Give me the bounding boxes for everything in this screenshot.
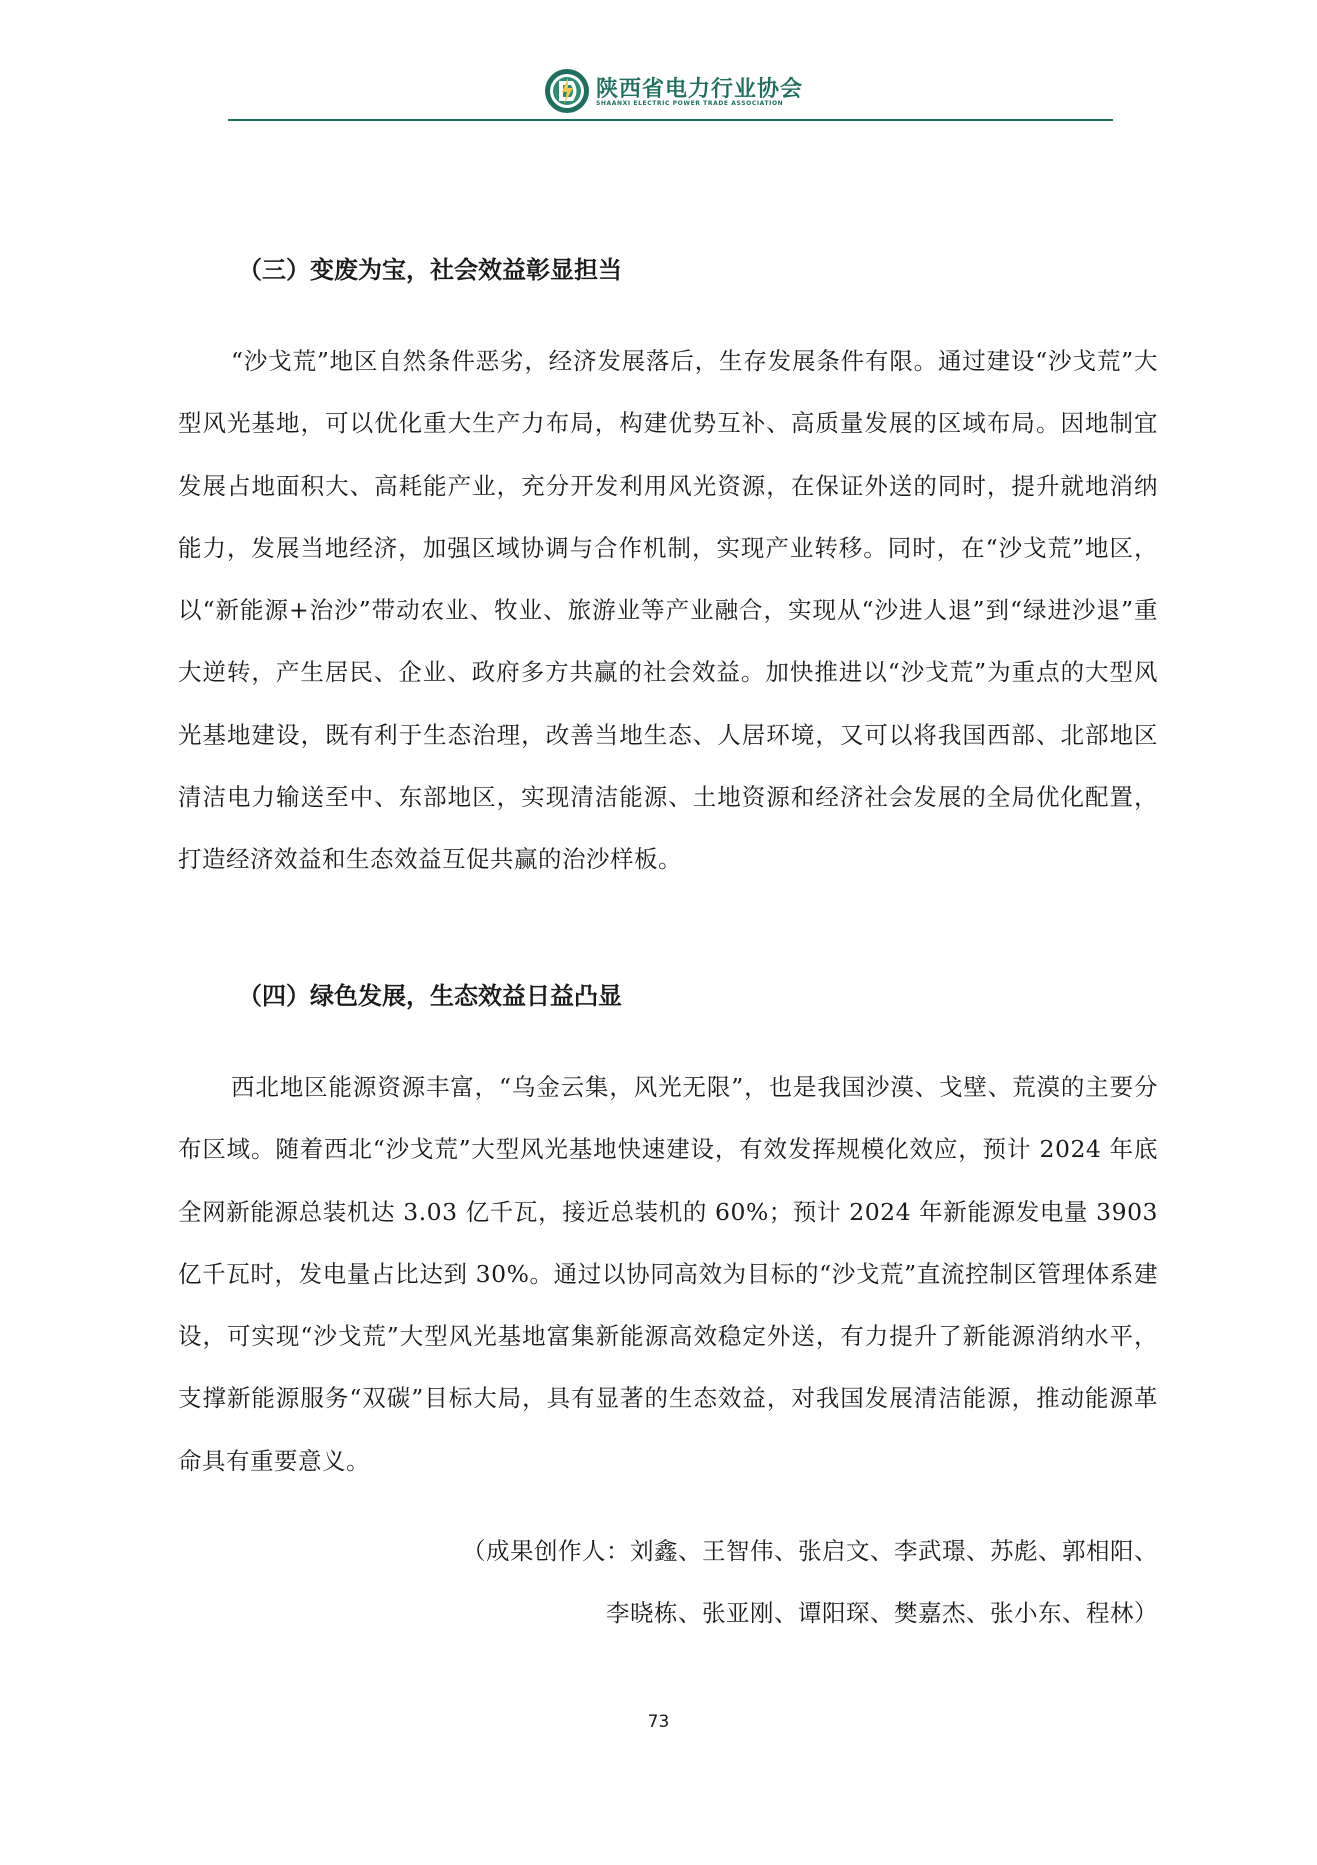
- page-number: 73: [647, 1712, 670, 1732]
- credits-line-1: （成果创作人：刘鑫、王智伟、张启文、李武璟、苏彪、郭相阳、: [462, 1537, 1158, 1565]
- author-credits: [462, 1520, 1158, 1645]
- association-logo-icon: [544, 68, 590, 114]
- section-heading-3: （三）变废为宝，社会效益彰显担当: [238, 256, 622, 284]
- org-name-en: SHAANXI ELECTRIC POWER TRADE ASSOCIATION: [596, 100, 784, 107]
- credits-line-2: 李晓栋、张亚刚、谭阳琛、樊嘉杰、张小东、程林）: [606, 1599, 1158, 1628]
- page-header: [228, 62, 1113, 122]
- section-paragraph-4: 西北地区能源资源丰富，“乌金云集，风光无限”，也是我国沙漠、戈壁、荒漠的主要分布区域。随着西北“沙戈荒”大型风光基地快速建设，有效发挥规模化效应，预计 2024 年底全网新能源总装机达 3.03 亿千瓦，接近总装机的 60%；预计 2024 年新能源发电量 3903 亿千瓦时，发电量占比达到 30%。通过以协同高效为目标的“沙戈荒”直流控制区管理体系建设，可实现“沙戈荒”大型风光基地富集新能源高效稳定外送，有力提升了新能源消纳水平，支撑新能源服务“双碳”目标大局，具有显著的生态效益，对我国发展清洁能源，推动能源革命具有重要意义。: [178, 1073, 1158, 1475]
- section-heading-4: （四）绿色发展，生态效益日益凸显: [238, 982, 622, 1010]
- header-divider: [228, 119, 1113, 121]
- org-name-cn: 陕西省电力行业协会: [596, 77, 804, 102]
- section-paragraph-3: “沙戈荒”地区自然条件恶劣，经济发展落后，生存发展条件有限。通过建设“沙戈荒”大型风光基地，可以优化重大生产力布局，构建优势互补、高质量发展的区域布局。因地制宜发展占地面积大、高耗能产业，充分开发利用风光资源，在保证外送的同时，提升就地消纳能力，发展当地经济，加强区域协调与合作机制，实现产业转移。同时，在“沙戈荒”地区，以“新能源+治沙”带动农业、牧业、旅游业等产业融合，实现从“沙进人退”到“绿进沙退”重大逆转，产生居民、企业、政府多方共赢的社会效益。加快推进以“沙戈荒”为重点的大型风光基地建设，既有利于生态治理，改善当地生态、人居环境，又可以将我国西部、北部地区清洁电力输送至中、东部地区，实现清洁能源、土地资源和经济社会发展的全局优化配置，打造经济效益和生态效益互促共赢的治沙样板。: [178, 347, 1158, 874]
